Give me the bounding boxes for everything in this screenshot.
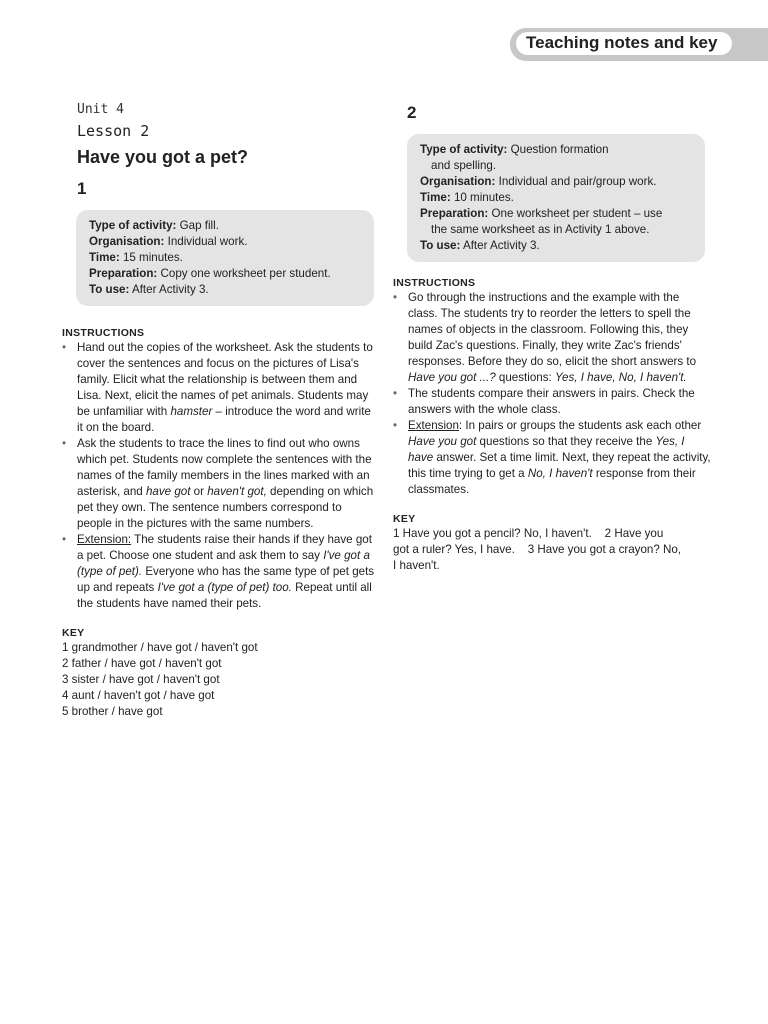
activity-info-box [76, 210, 374, 306]
key-line: 4 aunt / haven't got / have got [62, 689, 215, 702]
instructions-list [62, 340, 377, 612]
info-preparation: Preparation: Copy one worksheet per student. [89, 267, 331, 280]
unit-label: Unit 4 [77, 102, 124, 117]
list-item: • Extension: The students raise their hands if they have got a pet. Choose one student and ask them to say I've got a (type of pet). Everyone who has the same type of pet gets up and repeats I've got a (type of pet) too. Repeat until all the students have named their pets. [62, 532, 377, 612]
info-time: Time: 15 minutes. [89, 251, 183, 264]
key-line: got a ruler? Yes, I have. 3 Have you got a crayon? No, [393, 543, 682, 556]
info-organisation: Organisation: Individual and pair/group work. [420, 175, 657, 188]
list-item: • Hand out the copies of the worksheet. Ask the students to cover the sentences and focus on the pictures of Lisa's family. Elicit what the relationship is between them and Lisa. Next, elicit the names of pet animals. Students may be unfamiliar with hamster – introduce the word and write it on the board. [62, 340, 377, 436]
key-heading: KEY [393, 513, 416, 525]
list-item: • Go through the instructions and the example with the class. The students try to reorder the letters to spell the names of objects in the classroom. Following this, they build Zac's questions. Finally, they write Zac's friends' responses. Before they do so, elicit the short answers to Have you got ...? questions: Yes, I have, No, I haven't. [393, 290, 711, 386]
header-title: Teaching notes and key [526, 33, 718, 52]
activity-number: 1 [77, 179, 87, 198]
page-title: Have you got a pet? [77, 147, 249, 167]
info-preparation: Preparation: One worksheet per student – use [420, 207, 663, 220]
info-type-cont: and spelling. [431, 159, 497, 172]
key-line: I haven't. [393, 559, 440, 572]
key-line: 1 Have you got a pencil? No, I haven't. 2 Have you [393, 527, 664, 540]
info-type: Type of activity: Gap fill. [89, 219, 219, 232]
key-line: 3 sister / have got / haven't got [62, 673, 220, 686]
info-to-use: To use: After Activity 3. [420, 239, 540, 252]
instructions-heading: INSTRUCTIONS [62, 327, 145, 339]
activity-info-box [407, 134, 705, 262]
lesson-label: Lesson 2 [77, 122, 150, 140]
key-line: 5 brother / have got [62, 705, 163, 718]
key-line: 1 grandmother / have got / haven't got [62, 641, 258, 654]
key-line: 2 father / have got / haven't got [62, 657, 222, 670]
instructions-heading: INSTRUCTIONS [393, 277, 476, 289]
list-item: • The students compare their answers in pairs. Check the answers with the whole class. [393, 386, 711, 418]
instructions-list [393, 290, 711, 498]
right-column [393, 100, 711, 574]
list-item: • Extension: In pairs or groups the students ask each other Have you got questions so that they receive the Yes, I have answer. Set a time limit. Next, they repeat the activity, this time trying to get a No, I haven't response from their classmates. [393, 418, 711, 498]
info-organisation: Organisation: Individual work. [89, 235, 248, 248]
info-type: Type of activity: Question formation [420, 143, 609, 156]
activity-number: 2 [407, 103, 417, 122]
key-heading: KEY [62, 627, 85, 639]
list-item: • Ask the students to trace the lines to find out who owns which pet. Students now complete the sentences with the names of the family members in the lines marked with an asterisk, and have got or haven't got, depending on which pet they own. The sentence numbers correspond to people in the pictures with the same numbers. [62, 436, 377, 532]
info-time: Time: 10 minutes. [420, 191, 514, 204]
left-column [62, 100, 377, 720]
info-preparation-cont: the same worksheet as in Activity 1 above. [431, 223, 650, 236]
info-to-use: To use: After Activity 3. [89, 283, 209, 296]
